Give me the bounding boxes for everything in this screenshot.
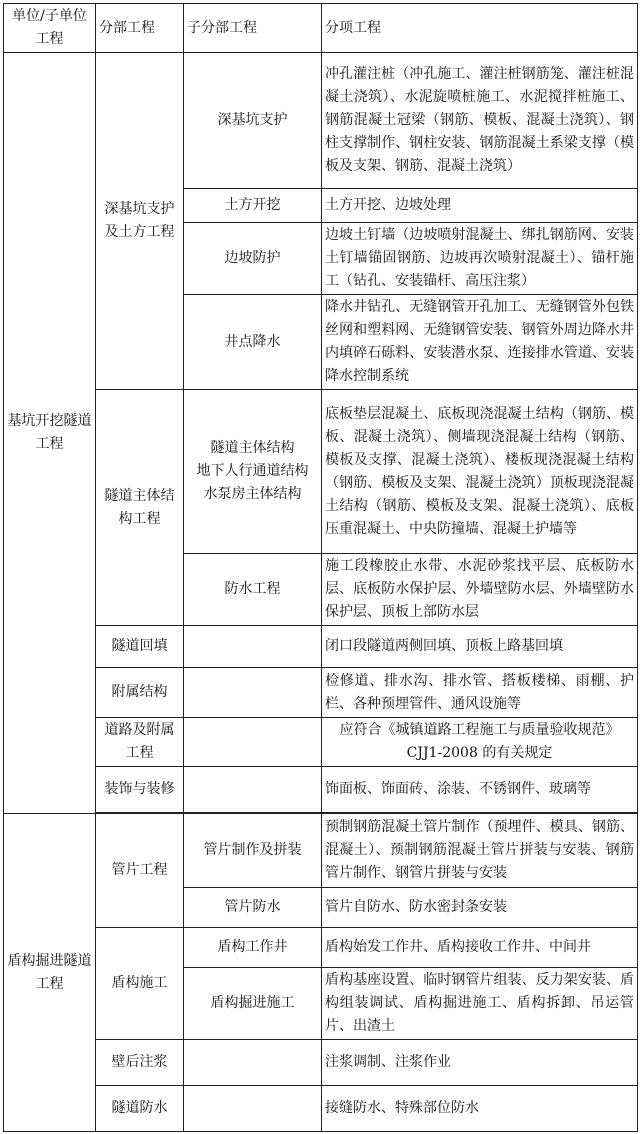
subdivision-cell-empty bbox=[184, 1040, 322, 1086]
subdivision-line: 地下人行通道结构 bbox=[196, 463, 309, 479]
division-cell: 装饰与装修 bbox=[96, 767, 184, 813]
item-cell: 降水井钻孔、无缝钢管开孔加工、无缝钢管外包铁丝网和塑料网、无缝钢管安装、钢管外周边降水井内填碎石砾料、安装潜水泵、连接排水管道、安装降水控制系统 bbox=[322, 295, 638, 390]
subdivision-line: 水泵房主体结构 bbox=[203, 486, 302, 502]
item-cell: 底板垫层混凝土、底板现浇混凝土结构（钢筋、模板、混凝土浇筑）、侧墙现浇混凝土结构（钢筋、模板及支撑、混凝土浇筑）、楼板现浇混凝土结构（钢筋、模板及支架、混凝土浇筑）顶板现浇混凝土结构（钢筋、模板及支架、混凝土浇筑）、底板压重混凝土、中央防撞墙、混凝土护墙等 bbox=[322, 390, 638, 554]
item-line: 应符合《城镇道路工程施工与质量验收规范》 bbox=[339, 722, 620, 738]
table-row bbox=[4, 718, 638, 767]
header-row bbox=[4, 4, 638, 53]
subdivision-cell bbox=[184, 390, 322, 554]
header-division: 分部工程 bbox=[96, 4, 184, 53]
subdivision-cell-empty bbox=[184, 626, 322, 668]
item-line: CJJ1-2008 的有关规定 bbox=[406, 745, 553, 761]
division-line: 深基坑支护 bbox=[104, 201, 175, 217]
unit-cell: 盾构掘进隧道工程 bbox=[4, 814, 96, 1132]
item-cell: 检修道、排水沟、排水管、搭板楼梯、雨棚、护栏、各种预埋管件、通风设施等 bbox=[322, 668, 638, 718]
table-row bbox=[4, 928, 638, 968]
unit-cell: 基坑开挖隧道工程 bbox=[4, 53, 96, 814]
item-cell: 边坡土钉墙（边坡喷射混凝土、绑扎钢筋网、安装土钉墙锚固钢筋、边坡再次喷射混凝土）、锚杆施工（钻孔、安装锚杆、高压注浆） bbox=[322, 223, 638, 295]
division-cell: 盾构施工 bbox=[96, 928, 184, 1040]
subdivision-cell: 防水工程 bbox=[184, 554, 322, 626]
subdivision-cell: 管片防水 bbox=[184, 888, 322, 928]
table-row bbox=[4, 1086, 638, 1132]
division-cell bbox=[96, 53, 184, 390]
header-unit: 单位/子单位工程 bbox=[4, 4, 96, 53]
work-breakdown-table bbox=[3, 3, 638, 1132]
item-cell: 盾构基座设置、临时钢管片组装、反力架安装、盾构组装调试、盾构掘进施工、盾构拆卸、吊运管片、出渣土 bbox=[322, 968, 638, 1040]
subdivision-cell-empty bbox=[184, 1086, 322, 1132]
table-row bbox=[4, 1040, 638, 1086]
division-cell: 隧道回填 bbox=[96, 626, 184, 668]
subdivision-cell-empty bbox=[184, 718, 322, 767]
item-cell bbox=[322, 718, 638, 767]
table-row bbox=[4, 814, 638, 888]
item-cell: 闭口段隧道两侧回填、顶板上路基回填 bbox=[322, 626, 638, 668]
subdivision-cell: 深基坑支护 bbox=[184, 53, 322, 189]
subdivision-cell: 土方开挖 bbox=[184, 189, 322, 223]
item-cell: 注浆调制、注浆作业 bbox=[322, 1040, 638, 1086]
header-item: 分项工程 bbox=[322, 4, 638, 53]
subdivision-cell: 井点降水 bbox=[184, 295, 322, 390]
subdivision-cell-empty bbox=[184, 767, 322, 813]
table-row bbox=[4, 626, 638, 668]
division-cell: 道路及附属工程 bbox=[96, 718, 184, 767]
item-cell: 盾构始发工作井、盾构接收工作井、中间井 bbox=[322, 928, 638, 968]
item-cell: 管片自防水、防水密封条安装 bbox=[322, 888, 638, 928]
table-row bbox=[4, 668, 638, 718]
item-cell: 饰面板、饰面砖、涂装、不锈钢件、玻璃等 bbox=[322, 767, 638, 813]
item-cell: 冲孔灌注桩（冲孔施工、灌注桩钢筋笼、灌注桩混凝土浇筑）、水泥旋喷桩施工、水泥搅拌桩施工、钢筋混凝土冠梁（钢筋、模板、混凝土浇筑）、钢柱支撑制作、钢柱安装、钢筋混凝土系梁支撑（模板及支架、钢筋、混凝土浇筑） bbox=[322, 53, 638, 189]
division-cell: 附属结构 bbox=[96, 668, 184, 718]
division-line: 及土方工程 bbox=[104, 224, 175, 240]
subdivision-cell: 盾构掘进施工 bbox=[184, 968, 322, 1040]
item-cell: 接缝防水、特殊部位防水 bbox=[322, 1086, 638, 1132]
division-cell: 壁后注浆 bbox=[96, 1040, 184, 1086]
header-subdivision: 子分部工程 bbox=[184, 4, 322, 53]
item-cell: 土方开挖、边坡处理 bbox=[322, 189, 638, 223]
subdivision-line: 隧道主体结构 bbox=[210, 440, 295, 456]
division-cell: 管片工程 bbox=[96, 814, 184, 928]
subdivision-cell: 边坡防护 bbox=[184, 223, 322, 295]
division-cell: 隧道防水 bbox=[96, 1086, 184, 1132]
table-row bbox=[4, 53, 638, 189]
subdivision-cell-empty bbox=[184, 668, 322, 718]
division-cell: 隧道主体结构工程 bbox=[96, 390, 184, 626]
table-row bbox=[4, 767, 638, 813]
subdivision-cell: 管片制作及拼装 bbox=[184, 814, 322, 888]
item-cell: 预制钢筋混凝土管片制作（预埋件、模具、钢筋、混凝土）、预制钢筋混凝土管片拼装与安装、钢筋管片制作、钢管片拼装与安装 bbox=[322, 814, 638, 888]
table-row bbox=[4, 390, 638, 554]
item-cell: 施工段橡胶止水带、水泥砂浆找平层、底板防水层、底板防水保护层、外墙壁防水层、外墙壁防水保护层、顶板上部防水层 bbox=[322, 554, 638, 626]
subdivision-cell: 盾构工作井 bbox=[184, 928, 322, 968]
